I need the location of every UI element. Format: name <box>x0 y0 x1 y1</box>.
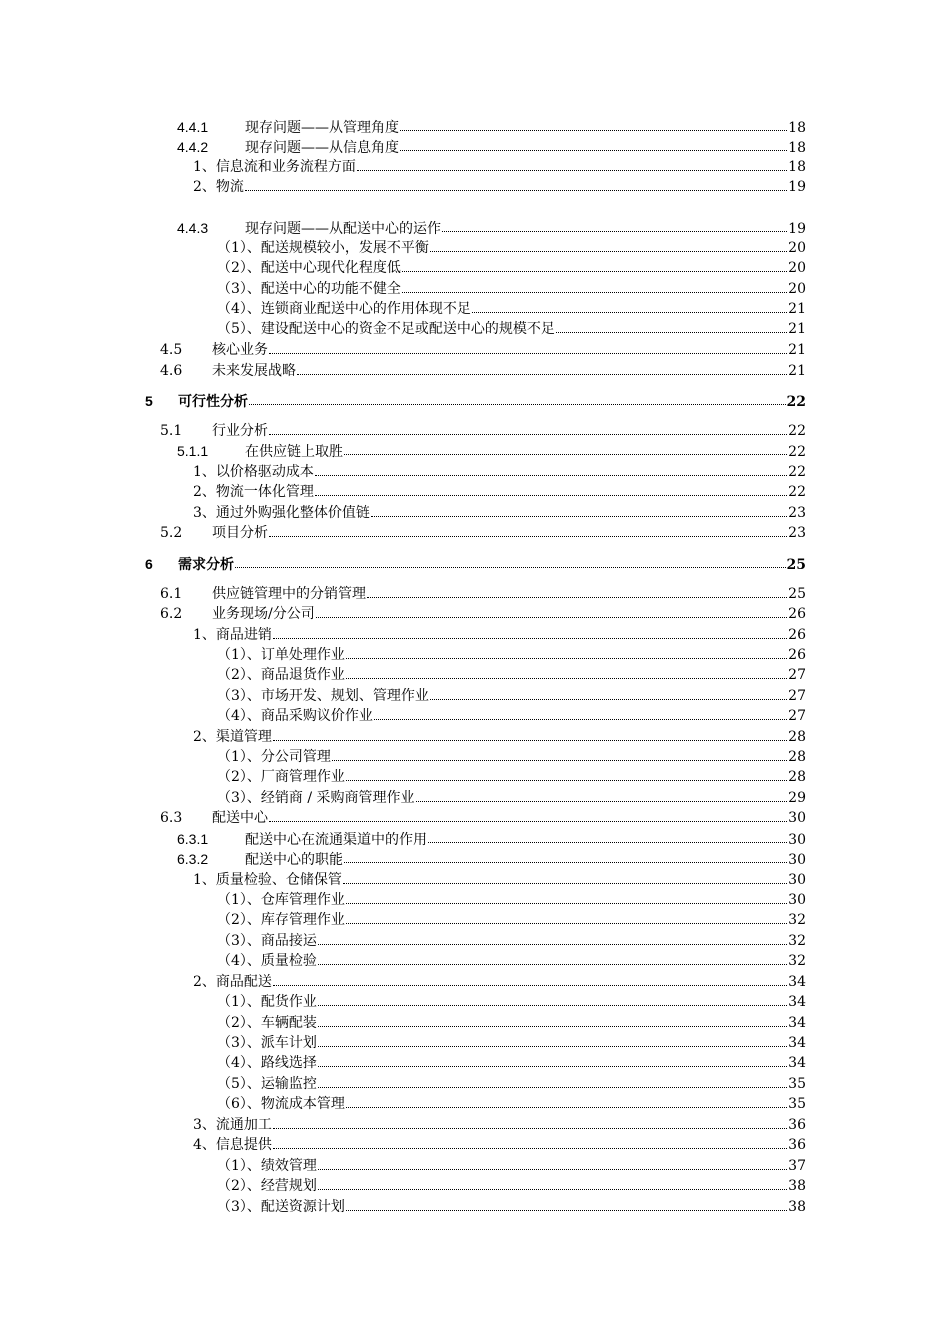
dot-leader <box>430 686 787 700</box>
toc-entry-title: （1）、绩效管理 <box>217 1158 317 1174</box>
dot-leader <box>235 554 786 568</box>
toc-entry-title: 2、商品配送 <box>193 974 272 990</box>
toc-entry[interactable] <box>217 1197 806 1217</box>
toc-page-number: 26 <box>788 647 806 663</box>
toc-entry-title: 4、信息提供 <box>193 1137 272 1153</box>
toc-entry-number: 6.3.2 <box>177 851 209 867</box>
toc-entry-title: 行业分析 <box>212 423 268 439</box>
toc-entry[interactable] <box>217 319 806 339</box>
toc-page-number: 30 <box>788 892 806 908</box>
dot-leader <box>318 1033 787 1047</box>
toc-entry-title: 2、物流 <box>193 179 244 195</box>
dot-leader <box>318 1013 787 1027</box>
toc-entry[interactable] <box>217 747 806 767</box>
toc-entry-title: （2）、经营规划 <box>217 1178 317 1194</box>
toc-page-number: 25 <box>788 586 806 602</box>
toc-entry-title: 项目分析 <box>212 525 268 541</box>
toc-entry-title: 2、物流一体化管理 <box>193 484 314 500</box>
dot-leader <box>332 747 787 761</box>
toc-entry-title: 1、信息流和业务流程方面 <box>193 159 356 175</box>
toc-chapter-entry[interactable] <box>145 554 806 574</box>
dot-leader <box>269 340 787 354</box>
toc-entry-number: 6 <box>145 556 153 572</box>
toc-entry-number: 6.3.1 <box>177 831 209 847</box>
toc-entry-title: （3）、配送中心的功能不健全 <box>217 281 401 297</box>
toc-entry-title: （1）、配送规模较小，发展不平衡 <box>217 240 429 256</box>
toc-page-number: 32 <box>788 912 806 928</box>
toc-entry[interactable] <box>217 890 806 910</box>
dot-leader <box>346 890 787 904</box>
toc-entry[interactable] <box>193 482 806 502</box>
dot-leader <box>269 421 787 435</box>
dot-leader <box>346 767 787 781</box>
toc-entry[interactable] <box>217 1094 806 1114</box>
toc-entry-number: 5 <box>145 393 153 409</box>
toc-page-number: 27 <box>788 688 806 704</box>
toc-page-number: 34 <box>788 994 806 1010</box>
dot-leader <box>273 972 787 986</box>
dot-leader <box>269 523 787 537</box>
dot-leader <box>318 931 787 945</box>
toc-entry[interactable] <box>193 1115 806 1135</box>
toc-page-number: 37 <box>788 1158 806 1174</box>
dot-leader <box>315 482 787 496</box>
toc-entry-title: （3）、经销商 / 采购商管理作业 <box>217 790 415 806</box>
toc-entry-title: （2）、车辆配装 <box>217 1015 317 1031</box>
toc-entry-number: 6.3 <box>160 810 183 826</box>
toc-entry-title: （1）、配货作业 <box>217 994 317 1010</box>
toc-page-number: 22 <box>788 464 806 480</box>
toc-entry[interactable] <box>217 1156 806 1176</box>
toc-entry[interactable] <box>193 870 806 890</box>
dot-leader <box>315 462 787 476</box>
toc-entry[interactable] <box>193 972 806 992</box>
toc-entry-title: 配送中心在流通渠道中的作用 <box>245 832 427 848</box>
dot-leader <box>346 1094 787 1108</box>
toc-entry[interactable] <box>160 523 806 543</box>
toc-entry-title: （3）、商品接运 <box>217 933 317 949</box>
toc-page-number: 21 <box>788 342 806 358</box>
toc-entry[interactable] <box>193 1135 806 1155</box>
toc-entry-title: 配送中心的职能 <box>245 852 343 868</box>
toc-page-number: 19 <box>788 221 806 237</box>
dot-leader <box>556 319 787 333</box>
toc-entry[interactable] <box>177 849 806 869</box>
toc-entry-title: （4）、路线选择 <box>217 1055 317 1071</box>
dot-leader <box>344 441 787 455</box>
toc-page-number: 25 <box>786 557 806 573</box>
toc-entry[interactable] <box>193 503 806 523</box>
toc-page-number: 38 <box>788 1178 806 1194</box>
toc-entry[interactable] <box>160 808 806 828</box>
dot-leader <box>367 584 787 598</box>
dot-leader <box>472 299 787 313</box>
dot-leader <box>416 788 788 802</box>
toc-entry-title: （2）、厂商管理作业 <box>217 769 345 785</box>
toc-entry[interactable] <box>160 361 806 381</box>
toc-chapter-entry[interactable] <box>145 391 806 411</box>
toc-entry[interactable] <box>193 727 806 747</box>
dot-leader <box>400 117 787 131</box>
toc-page-number: 30 <box>788 852 806 868</box>
toc-page-number: 34 <box>788 1055 806 1071</box>
toc-entry-number: 4.6 <box>160 363 183 379</box>
toc-entry[interactable] <box>193 177 806 197</box>
toc-entry[interactable] <box>217 299 806 319</box>
dot-leader <box>318 1053 787 1067</box>
toc-page-number: 34 <box>788 974 806 990</box>
toc-page-number: 22 <box>788 444 806 460</box>
toc-page-number: 30 <box>788 832 806 848</box>
toc-page-number: 36 <box>788 1137 806 1153</box>
toc-page-number: 26 <box>788 606 806 622</box>
toc-page-number: 26 <box>788 627 806 643</box>
toc-entry-title: 可行性分析 <box>178 394 248 410</box>
toc-entry-title: 1、质量检验、仓储保管 <box>193 872 342 888</box>
dot-leader <box>430 238 787 252</box>
toc-page-number: 22 <box>788 484 806 500</box>
toc-page-number: 20 <box>788 260 806 276</box>
toc-entry-title: 在供应链上取胜 <box>245 444 343 460</box>
toc-page-number: 38 <box>788 1199 806 1215</box>
toc-entry[interactable] <box>217 1074 806 1094</box>
toc-entry[interactable] <box>217 258 806 278</box>
toc-page-number: 21 <box>788 363 806 379</box>
dot-leader <box>316 604 787 618</box>
toc-entry[interactable] <box>217 1053 806 1073</box>
toc-entry[interactable] <box>193 462 806 482</box>
toc-entry-title: （2）、库存管理作业 <box>217 912 345 928</box>
toc-page-number: 23 <box>788 505 806 521</box>
toc-page-number: 30 <box>788 810 806 826</box>
toc-entry[interactable] <box>193 625 806 645</box>
toc-entry[interactable] <box>217 1033 806 1053</box>
dot-leader <box>245 177 787 191</box>
toc-entry-title: （3）、派车计划 <box>217 1035 317 1051</box>
toc-entry[interactable] <box>177 441 806 461</box>
toc-entry[interactable] <box>177 829 806 849</box>
toc-entry-title: （1）、仓库管理作业 <box>217 892 345 908</box>
dot-leader <box>346 645 787 659</box>
toc-entry-title: 3、流通加工 <box>193 1117 272 1133</box>
dot-leader <box>400 137 787 151</box>
dot-leader <box>442 218 787 232</box>
toc-page-number: 22 <box>788 423 806 439</box>
toc-entry-title: 3、通过外购强化整体价值链 <box>193 505 370 521</box>
toc-entry[interactable] <box>217 686 806 706</box>
toc-page-number: 27 <box>788 667 806 683</box>
toc-entry-title: 业务现场/分公司 <box>212 606 315 622</box>
toc-page-number: 35 <box>788 1076 806 1092</box>
toc-entry-title: 核心业务 <box>212 342 268 358</box>
toc-entry-title: 现存问题——从配送中心的运作 <box>245 221 441 237</box>
toc-entry-title: （5）、运输监控 <box>217 1076 317 1092</box>
toc-entry-title: 1、以价格驱动成本 <box>193 464 314 480</box>
dot-leader <box>318 1156 787 1170</box>
toc-page-number: 18 <box>788 159 806 175</box>
dot-leader <box>374 706 787 720</box>
toc-entry-title: 未来发展战略 <box>212 363 296 379</box>
toc-entry-title: （6）、物流成本管理 <box>217 1096 345 1112</box>
dot-leader <box>318 951 787 965</box>
dot-leader <box>357 157 787 171</box>
toc-entry-title: （3）、配送资源计划 <box>217 1199 345 1215</box>
toc-entry[interactable] <box>177 218 806 238</box>
toc-entry-title: 需求分析 <box>178 557 234 573</box>
toc-entry[interactable] <box>217 788 806 808</box>
toc-entry-title: （1）、分公司管理 <box>217 749 331 765</box>
toc-entry-title: （3）、市场开发、规划、管理作业 <box>217 688 429 704</box>
toc-entry[interactable] <box>217 665 806 685</box>
toc-entry-title: （2）、配送中心现代化程度低 <box>217 260 401 276</box>
toc-entry-title: 1、商品进销 <box>193 627 272 643</box>
toc-page-number: 34 <box>788 1035 806 1051</box>
toc-entry[interactable] <box>217 238 806 258</box>
toc-entry[interactable] <box>217 931 806 951</box>
toc-entry[interactable] <box>177 137 806 157</box>
toc-page-number: 34 <box>788 1015 806 1031</box>
toc-entry[interactable] <box>177 117 806 137</box>
toc-entry-number: 5.1.1 <box>177 443 209 459</box>
toc-page-number: 18 <box>788 120 806 136</box>
toc-page-number: 18 <box>788 140 806 156</box>
toc-entry-title: （2）、商品退货作业 <box>217 667 345 683</box>
toc-entry-title: （4）、商品采购议价作业 <box>217 708 373 724</box>
toc-entry-number: 4.4.3 <box>177 220 209 236</box>
dot-leader <box>318 992 787 1006</box>
toc-entry[interactable] <box>217 1176 806 1196</box>
toc-entry-title: 供应链管理中的分销管理 <box>212 586 366 602</box>
dot-leader <box>344 849 787 863</box>
toc-entry[interactable] <box>160 604 806 624</box>
dot-leader <box>346 1197 787 1211</box>
toc-entry-number: 4.4.2 <box>177 139 209 155</box>
toc-page-number: 21 <box>788 321 806 337</box>
toc-entry[interactable] <box>160 340 806 360</box>
toc-entry-title: 配送中心 <box>212 810 268 826</box>
toc-page-number: 21 <box>788 301 806 317</box>
toc-entry-number: 6.1 <box>160 586 183 602</box>
dot-leader <box>343 870 787 884</box>
toc-entry-number: 6.2 <box>160 606 183 622</box>
dot-leader <box>402 258 787 272</box>
toc-page-number: 30 <box>788 872 806 888</box>
toc-entry[interactable] <box>217 279 806 299</box>
dot-leader <box>269 808 787 822</box>
dot-leader <box>318 1176 787 1190</box>
toc-entry[interactable] <box>217 910 806 930</box>
toc-page-number: 28 <box>788 769 806 785</box>
toc-entry[interactable] <box>160 584 806 604</box>
dot-leader <box>371 503 787 517</box>
toc-entry-title: （5）、建设配送中心的资金不足或配送中心的规模不足 <box>217 321 555 337</box>
toc-page-number: 28 <box>788 729 806 745</box>
toc-entry[interactable] <box>217 951 806 971</box>
dot-leader <box>273 727 787 741</box>
toc-page-number: 28 <box>788 749 806 765</box>
toc-entry-title: 现存问题——从信息角度 <box>245 140 399 156</box>
toc-entry-number: 4.4.1 <box>177 119 209 135</box>
toc-entry-number: 4.5 <box>160 342 183 358</box>
toc-entry[interactable] <box>217 767 806 787</box>
dot-leader <box>346 665 787 679</box>
toc-entry-number: 5.2 <box>160 525 183 541</box>
toc-entry[interactable] <box>217 645 806 665</box>
toc-entry-title: （4）、连锁商业配送中心的作用体现不足 <box>217 301 471 317</box>
toc-page-number: 32 <box>788 953 806 969</box>
dot-leader <box>318 1074 787 1088</box>
toc-entry[interactable] <box>217 706 806 726</box>
toc-entry[interactable] <box>217 992 806 1012</box>
toc-entry[interactable] <box>217 1013 806 1033</box>
toc-page-number: 27 <box>788 708 806 724</box>
toc-entry[interactable] <box>193 157 806 177</box>
dot-leader <box>297 361 787 375</box>
dot-leader <box>249 391 786 405</box>
dot-leader <box>346 910 787 924</box>
dot-leader <box>273 625 787 639</box>
toc-page-number: 20 <box>788 240 806 256</box>
toc-page-number: 22 <box>786 394 806 410</box>
toc-entry-title: （4）、质量检验 <box>217 953 317 969</box>
dot-leader <box>428 829 787 843</box>
toc-page-number: 19 <box>788 179 806 195</box>
toc-entry[interactable] <box>160 421 806 441</box>
toc-entry-number: 5.1 <box>160 423 183 439</box>
toc-entry-title: 现存问题——从管理角度 <box>245 120 399 136</box>
toc-page-number: 32 <box>788 933 806 949</box>
dot-leader <box>273 1115 787 1129</box>
dot-leader <box>273 1135 787 1149</box>
dot-leader <box>402 279 787 293</box>
toc-page-number: 23 <box>788 525 806 541</box>
toc-entry-title: （1）、订单处理作业 <box>217 647 345 663</box>
toc-page-number: 20 <box>788 281 806 297</box>
toc-page-number: 36 <box>788 1117 806 1133</box>
toc-entry-title: 2、渠道管理 <box>193 729 272 745</box>
toc-page-number: 35 <box>788 1096 806 1112</box>
toc-page-number: 29 <box>788 790 806 806</box>
